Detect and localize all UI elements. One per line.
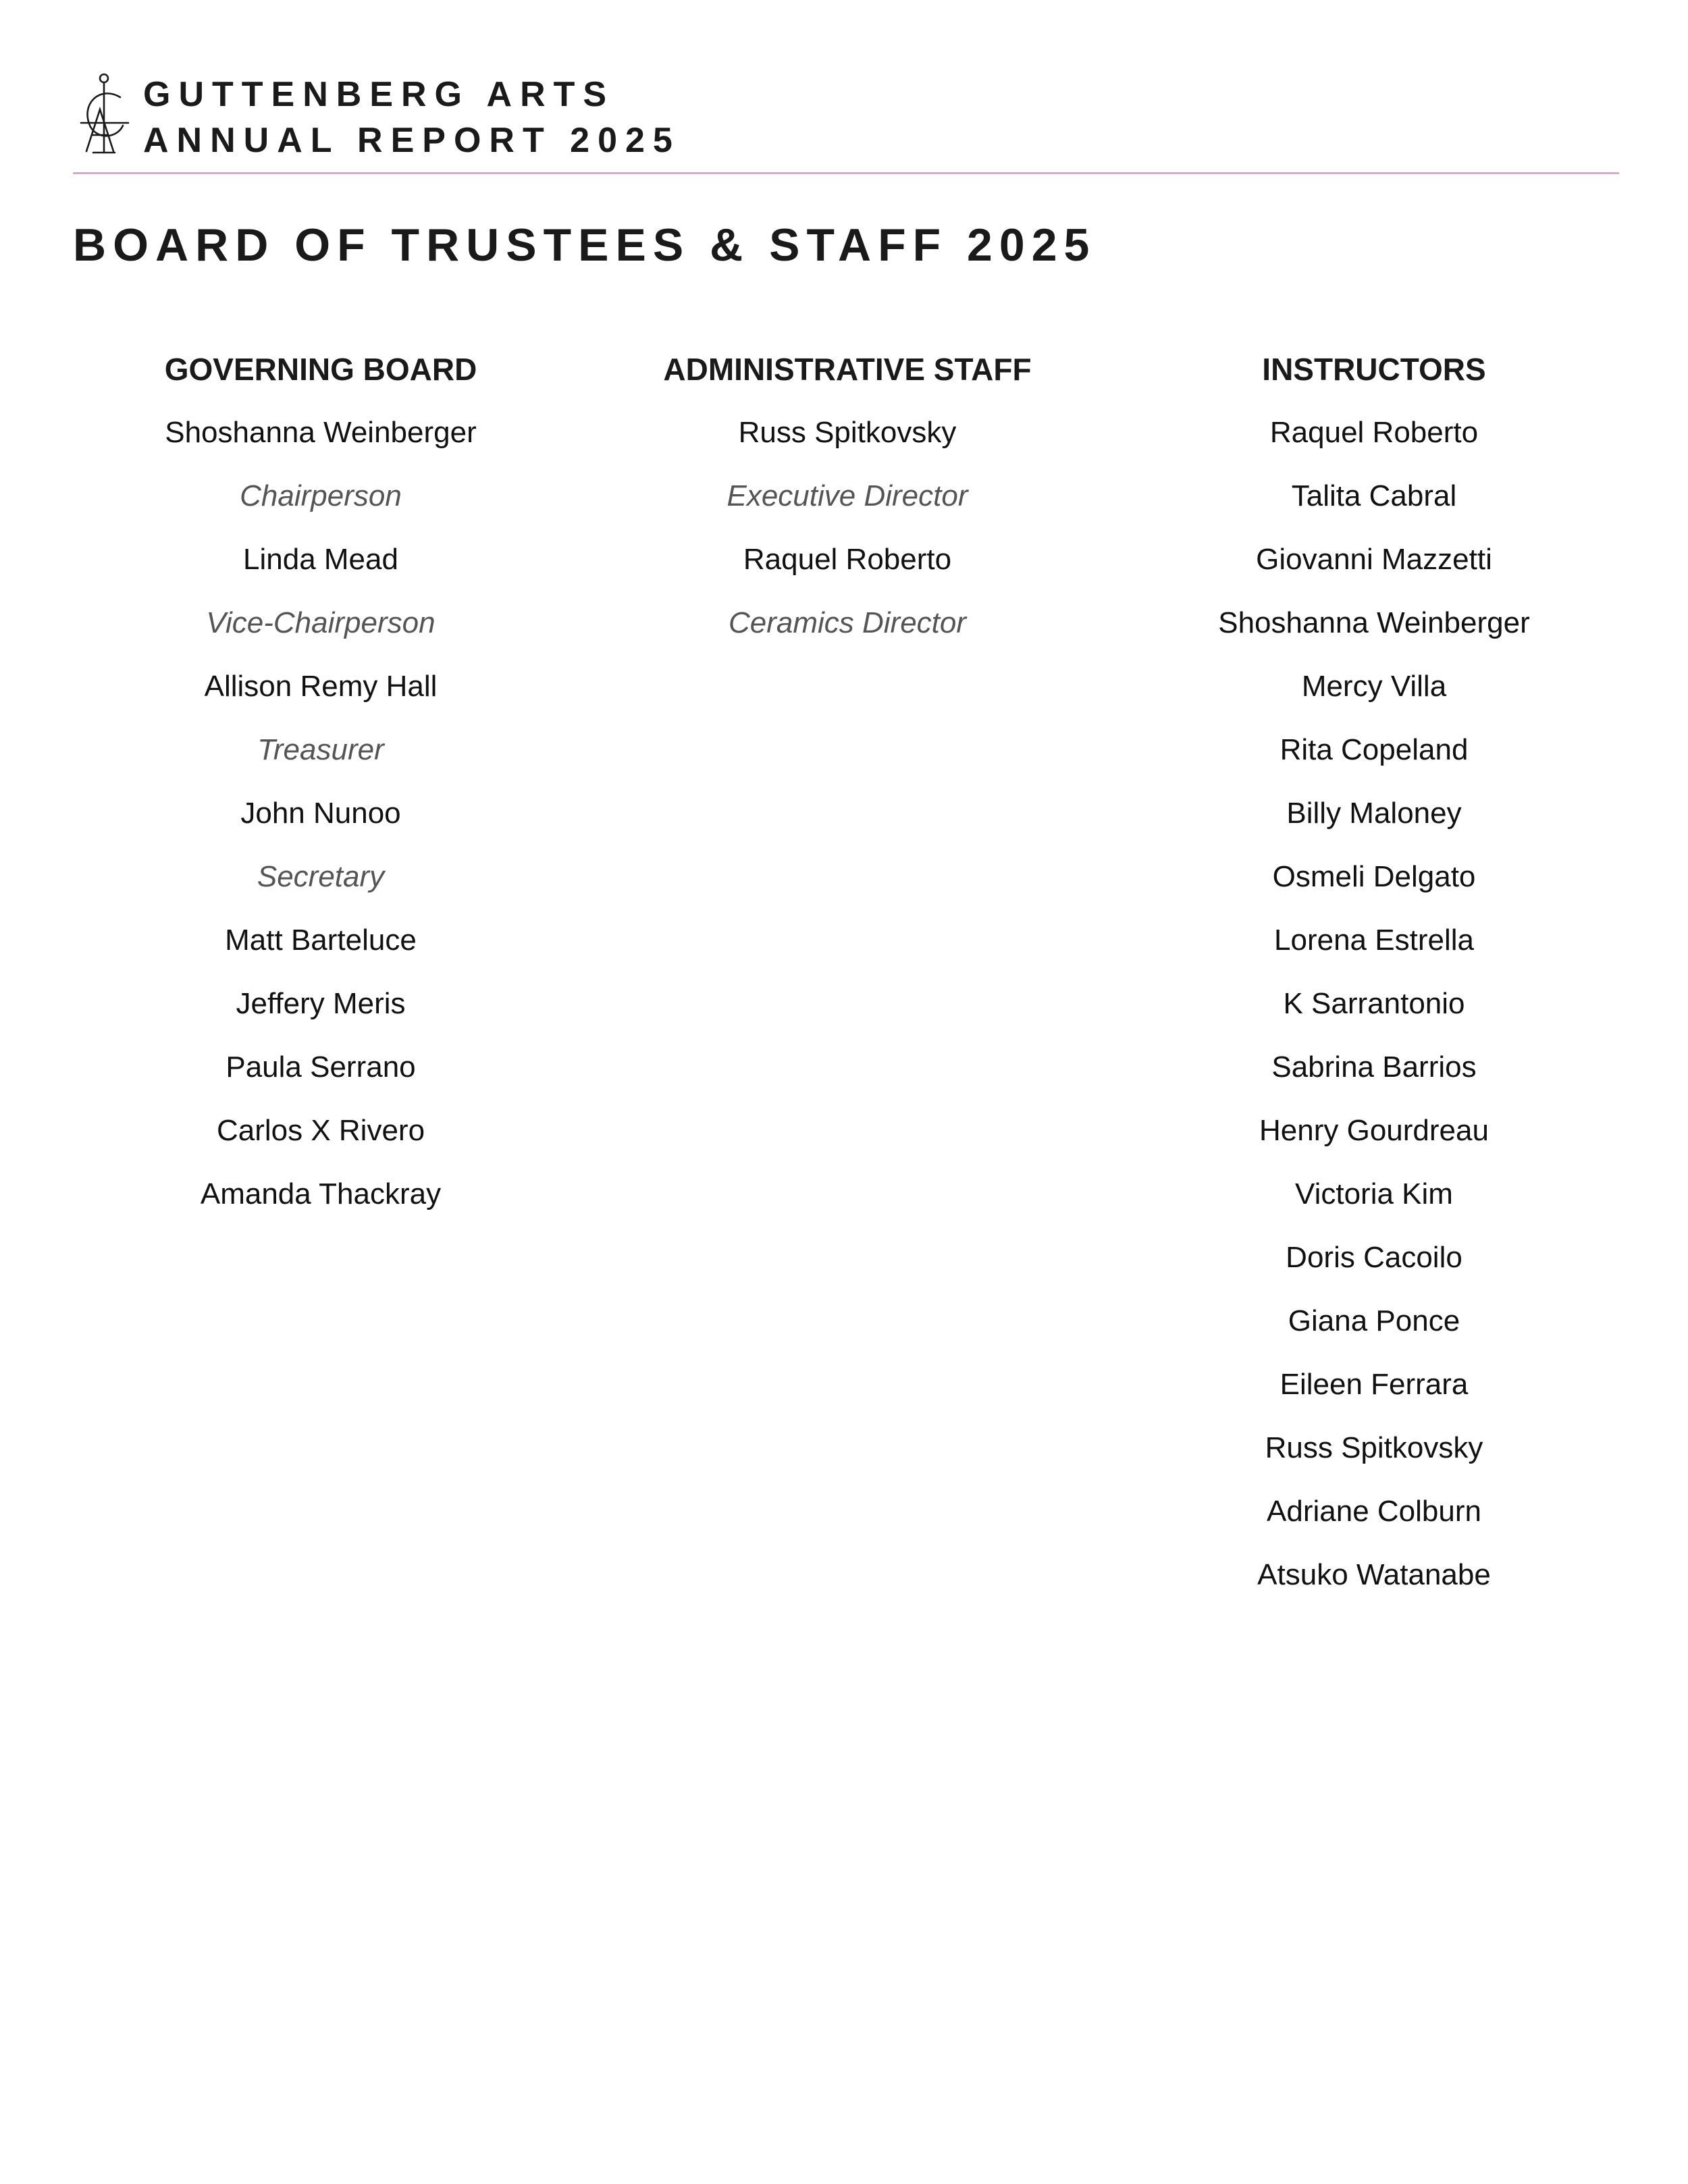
header-divider	[73, 172, 1619, 174]
administrative-staff-heading: ADMINISTRATIVE STAFF	[663, 352, 1032, 387]
guttenberg-arts-logo-icon	[73, 70, 135, 158]
person-name: Giovanni Mazzetti	[1256, 543, 1492, 576]
person-name: Allison Remy Hall	[204, 670, 438, 703]
person-name: Eileen Ferrara	[1280, 1368, 1469, 1401]
role-title: Chairperson	[240, 479, 402, 512]
page-title: BOARD OF TRUSTEES & STAFF 2025	[73, 219, 1097, 271]
instructors-heading: INSTRUCTORS	[1262, 352, 1486, 387]
person-name: Raquel Roberto	[1269, 416, 1479, 449]
person-name: Carlos X Rivero	[216, 1114, 425, 1147]
person-name: Shoshanna Weinberger	[165, 416, 477, 449]
instructors-list	[1117, 401, 1631, 1607]
person-name: Mercy Villa	[1301, 670, 1447, 703]
person-name: Osmeli Delgato	[1272, 860, 1476, 893]
governing-board-heading: GOVERNING BOARD	[164, 352, 477, 387]
person-name: Amanda Thackray	[200, 1177, 442, 1210]
role-title: Secretary	[257, 860, 385, 893]
person-name: Russ Spitkovsky	[1265, 1431, 1483, 1464]
org-name: GUTTENBERG ARTS	[143, 75, 615, 114]
person-name: Talita Cabral	[1291, 479, 1457, 512]
report-name: ANNUAL REPORT 2025	[143, 121, 681, 160]
person-name: K Sarrantonio	[1283, 987, 1465, 1020]
governing-board-column	[64, 338, 577, 1226]
person-name: Paula Serrano	[226, 1050, 416, 1084]
person-name: Russ Spitkovsky	[738, 416, 957, 449]
person-name: Shoshanna Weinberger	[1218, 606, 1530, 639]
person-name: Atsuko Watanabe	[1257, 1558, 1491, 1591]
person-name: Adriane Colburn	[1267, 1495, 1481, 1528]
instructors-column	[1117, 338, 1631, 1607]
person-name: Matt Barteluce	[225, 924, 417, 957]
role-title: Ceramics Director	[728, 606, 967, 639]
person-name: Linda Mead	[243, 543, 398, 576]
person-name: Giana Ponce	[1288, 1304, 1460, 1337]
role-title: Treasurer	[257, 733, 384, 766]
governing-board-list	[64, 401, 577, 1226]
person-name: Doris Cacoilo	[1286, 1241, 1462, 1274]
person-name: Rita Copeland	[1280, 733, 1469, 766]
person-name: Jeffery Meris	[236, 987, 406, 1020]
role-title: Vice-Chairperson	[206, 606, 436, 639]
person-name: Lorena Estrella	[1274, 924, 1474, 957]
person-name: Billy Maloney	[1286, 797, 1462, 830]
person-name: Victoria Kim	[1295, 1177, 1453, 1210]
report-header	[73, 68, 1619, 176]
person-name: Henry Gourdreau	[1259, 1114, 1489, 1147]
person-name: Raquel Roberto	[743, 543, 952, 576]
administrative-staff-list	[591, 401, 1104, 655]
report-title	[143, 72, 681, 163]
role-title: Executive Director	[727, 479, 968, 512]
person-name: Sabrina Barrios	[1271, 1050, 1477, 1084]
person-name: John Nunoo	[240, 797, 401, 830]
administrative-staff-column	[591, 338, 1104, 655]
